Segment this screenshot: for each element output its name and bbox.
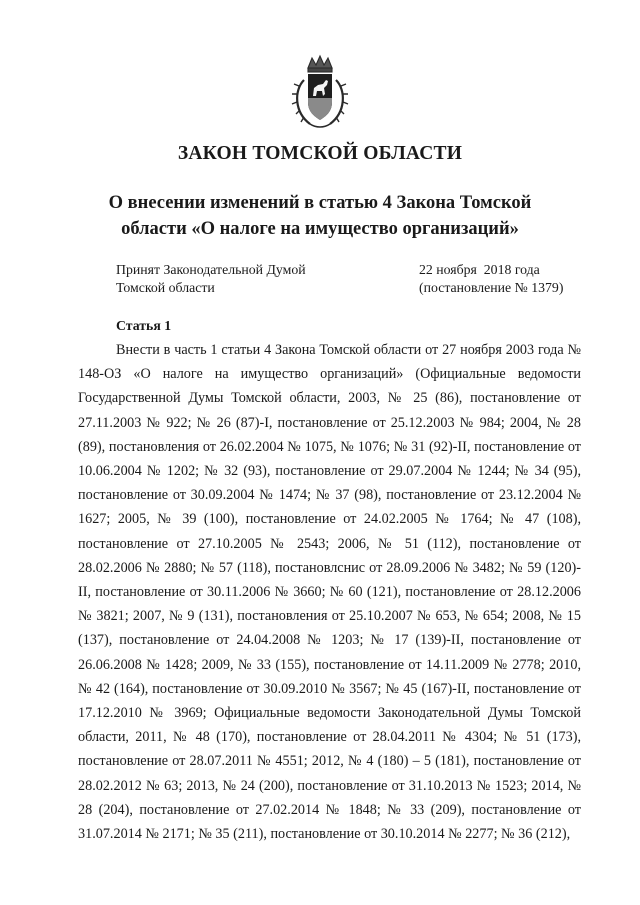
adopted-by-line-2: Томской области [116, 280, 215, 295]
adoption-date-block [419, 261, 563, 297]
resolution-number: (постановление № 1379) [419, 280, 564, 295]
law-subtitle-line-2: области «О налоге на имущество организаций» [121, 219, 519, 239]
law-subtitle-line-1: О внесении изменений в статью 4 Закона Томской [108, 193, 532, 213]
article-1-body: Внести в часть 1 статьи 4 Закона Томской области от 27 ноября 2003 года № 148-ОЗ «О налоге на имущество организаций» (Официальные ведомости Государственной Думы Томской области, 2003, № 25 (86), постановление от 27.11.2003 № 922; № 26 (87)-I, постановление от 25.12.2003 № 984; 2004, № 28 (89), постановления от 26.02.2004 № 1075, № 1076; № 31 (92)-II, постановление от 10.06.2004 № 1202; № 32 (93), постановление от 29.07.2004 № 1244; № 34 (95), постановление от 30.09.2004 № 1474; № 37 (98), постановление от 23.12.2004 № 1627; 2005, № 39 (100), постановление от 24.02.2005 № 1764; № 47 (108), постановление от 27.10.2005 № 2543; 2006, № 51 (112), постановление от 28.02.2006 № 2880; № 57 (118), постановлснис от 28.09.2006 № 3482; № 59 (120)-II, постановление от 30.11.2006 № 3660; № 60 (121), постановление от 28.12.2006 № 3821; 2007, № 9 (131), постановления от 25.10.2007 № 653, № 654; 2008, № 15 (137), постановление от 24.04.2008 № 1203; № 17 (139)-II, постановление от 26.06.2008 № 1428; 2009, № 33 (155), постановление от 14.11.2009 № 2778; 2010, № 42 (164), постановление от 30.09.2010 № 3567; № 45 (167)-II, постановление от 17.12.2010 № 3969; Официальные ведомости Законодательной Думы Томской области, 2011, № 48 (170), постановление от 28.04.2011 № 4304; № 51 (173), постановление от 28.07.2011 № 4551; 2012, № 4 (180) – 5 (181), постановление от 28.02.2012 № 63; 2013, № 24 (200), постановление от 31.10.2013 № 1523; 2014, № 28 (204), постановление от 27.02.2014 № 1848; № 33 (209), постановление от 31.07.2014 № 2171; № 35 (211), постановление от 30.10.2014 № 2277; № 36 (212), [78, 342, 581, 843]
law-title: ЗАКОН ТОМСКОЙ ОБЛАСТИ [177, 143, 463, 164]
article-1-heading: Статья 1 [116, 318, 172, 333]
adopted-by-line-1: Принят Законодательной Думой [116, 262, 306, 277]
adoption-date: 22 ноября 2018 года [419, 262, 540, 277]
law-subtitle [60, 190, 580, 242]
adoption-authority [116, 261, 306, 297]
coat-of-arms-icon [290, 54, 350, 130]
